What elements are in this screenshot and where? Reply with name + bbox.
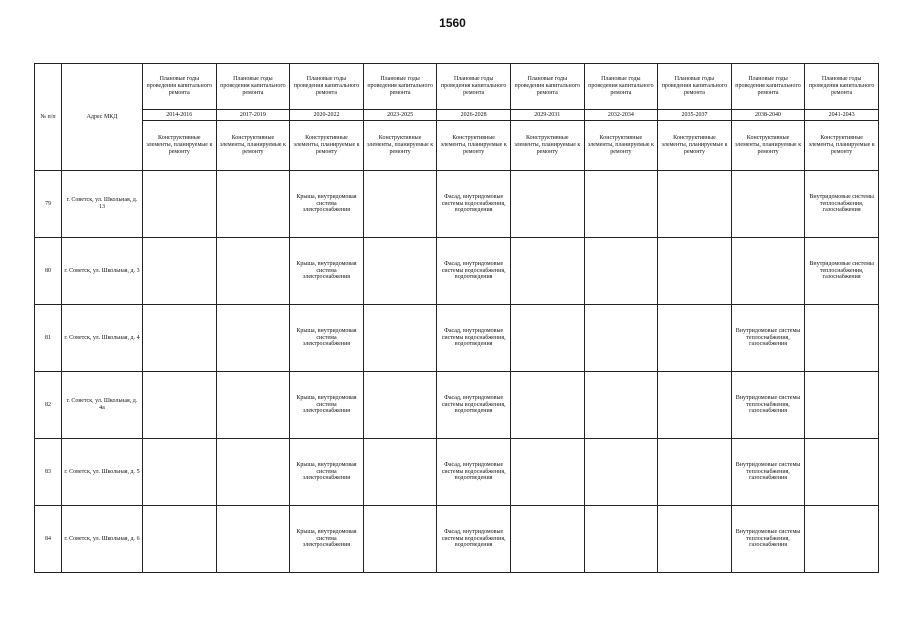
element-column-header: Конструктивные элементы, планируемые к ремонту — [363, 121, 437, 171]
work-cell — [143, 171, 217, 238]
work-cell — [510, 238, 584, 305]
work-cell — [143, 372, 217, 439]
period-years-header: 2017-2019 — [216, 110, 290, 121]
row-number: 84 — [35, 506, 62, 573]
work-cell: Фасад, внутридомовые системы водоснабжения, водоотведения — [437, 372, 511, 439]
element-column-header: Конструктивные элементы, планируемые к ремонту — [510, 121, 584, 171]
work-cell: Крыша, внутридомовая система электроснабжения — [290, 171, 364, 238]
work-cell — [363, 372, 437, 439]
work-cell — [658, 238, 732, 305]
work-cell: Внутридомовые системы теплоснабжения, газоснабжения — [731, 506, 805, 573]
work-cell — [584, 439, 658, 506]
element-column-header: Конструктивные элементы, планируемые к ремонту — [658, 121, 732, 171]
work-cell — [731, 238, 805, 305]
table-row — [35, 439, 879, 506]
period-years-header: 2020-2022 — [290, 110, 364, 121]
work-cell — [143, 439, 217, 506]
work-cell: Внутридомовые системы теплоснабжения, газоснабжения — [731, 372, 805, 439]
work-cell: Фасад, внутридомовые системы водоснабжения, водоотведения — [437, 171, 511, 238]
period-title-header: Плановые годы проведения капитального ремонта — [437, 64, 511, 110]
work-cell — [216, 506, 290, 573]
table-row — [35, 506, 879, 573]
work-cell — [731, 171, 805, 238]
work-cell: Внутридомовые системы теплоснабжения, газоснабжения — [805, 171, 879, 238]
row-number: 82 — [35, 372, 62, 439]
page-number: 1560 — [439, 16, 466, 30]
address-cell: г. Советск, ул. Школьная, д. 5 — [62, 439, 143, 506]
work-cell: Крыша, внутридомовая система электроснабжения — [290, 439, 364, 506]
period-years-header: 2041-2043 — [805, 110, 879, 121]
work-cell — [216, 305, 290, 372]
period-years-header: 2029-2031 — [510, 110, 584, 121]
work-cell — [363, 506, 437, 573]
work-cell — [216, 372, 290, 439]
element-column-header: Конструктивные элементы, планируемые к ремонту — [805, 121, 879, 171]
work-cell: Фасад, внутридомовые системы водоснабжения, водоотведения — [437, 439, 511, 506]
period-years-header: 2032-2034 — [584, 110, 658, 121]
element-column-header: Конструктивные элементы, планируемые к ремонту — [143, 121, 217, 171]
table-row — [35, 238, 879, 305]
num-column-header: № п/п — [35, 64, 62, 171]
row-number: 79 — [35, 171, 62, 238]
period-title-header: Плановые годы проведения капитального ремонта — [805, 64, 879, 110]
work-cell — [805, 506, 879, 573]
work-cell: Фасад, внутридомовые системы водоснабжения, водоотведения — [437, 506, 511, 573]
period-title-header: Плановые годы проведения капитального ремонта — [584, 64, 658, 110]
period-title-header: Плановые годы проведения капитального ремонта — [290, 64, 364, 110]
header-row-elements — [35, 121, 879, 171]
table-row — [35, 305, 879, 372]
work-cell: Крыша, внутридомовая система электроснабжения — [290, 305, 364, 372]
period-title-header: Плановые годы проведения капитального ремонта — [363, 64, 437, 110]
period-years-header: 2014-2016 — [143, 110, 217, 121]
row-number: 81 — [35, 305, 62, 372]
work-cell — [510, 305, 584, 372]
address-cell: г. Советск, ул. Школьная, д. 6 — [62, 506, 143, 573]
work-cell — [805, 372, 879, 439]
work-cell: Внутридомовые системы теплоснабжения, газоснабжения — [731, 305, 805, 372]
period-title-header: Плановые годы проведения капитального ремонта — [731, 64, 805, 110]
element-column-header: Конструктивные элементы, планируемые к ремонту — [584, 121, 658, 171]
work-cell — [363, 439, 437, 506]
element-column-header: Конструктивные элементы, планируемые к ремонту — [437, 121, 511, 171]
work-cell: Внутридомовые системы теплоснабжения, газоснабжения — [731, 439, 805, 506]
work-cell — [584, 171, 658, 238]
work-cell — [510, 171, 584, 238]
table-body — [35, 171, 879, 573]
work-cell — [658, 171, 732, 238]
address-column-header: Адрес МКД — [62, 64, 143, 171]
period-years-header: 2035-2037 — [658, 110, 732, 121]
work-cell — [658, 439, 732, 506]
header-row-years — [35, 110, 879, 121]
table-row — [35, 372, 879, 439]
work-cell — [584, 372, 658, 439]
work-cell — [143, 305, 217, 372]
element-column-header: Конструктивные элементы, планируемые к ремонту — [290, 121, 364, 171]
period-title-header: Плановые годы проведения капитального ремонта — [510, 64, 584, 110]
work-cell — [584, 238, 658, 305]
work-cell — [658, 506, 732, 573]
period-years-header: 2038-2040 — [731, 110, 805, 121]
table-row — [35, 171, 879, 238]
address-cell: г. Советск, ул. Школьная, д. 4а — [62, 372, 143, 439]
work-cell: Фасад, внутридомовые системы водоснабжения, водоотведения — [437, 305, 511, 372]
work-cell: Крыша, внутридомовая система электроснабжения — [290, 506, 364, 573]
work-cell: Крыша, внутридомовая система электроснабжения — [290, 372, 364, 439]
work-cell — [216, 238, 290, 305]
work-cell — [510, 372, 584, 439]
address-cell: г. Советск, ул. Школьная, д. 13 — [62, 171, 143, 238]
element-column-header: Конструктивные элементы, планируемые к ремонту — [216, 121, 290, 171]
table-header — [35, 64, 879, 171]
work-cell — [143, 506, 217, 573]
capital-repair-schedule-table — [34, 63, 879, 573]
work-cell — [216, 439, 290, 506]
work-cell — [658, 372, 732, 439]
period-title-header: Плановые годы проведения капитального ремонта — [658, 64, 732, 110]
work-cell — [584, 305, 658, 372]
row-number: 83 — [35, 439, 62, 506]
work-cell — [658, 305, 732, 372]
work-cell — [805, 439, 879, 506]
address-cell: г. Советск, ул. Школьная, д. 3 — [62, 238, 143, 305]
period-years-header: 2023-2025 — [363, 110, 437, 121]
period-years-header: 2026-2028 — [437, 110, 511, 121]
element-column-header: Конструктивные элементы, планируемые к ремонту — [731, 121, 805, 171]
work-cell: Фасад, внутридомовые системы водоснабжения, водоотведения — [437, 238, 511, 305]
address-cell: г. Советск, ул. Школьная, д. 4 — [62, 305, 143, 372]
work-cell — [510, 439, 584, 506]
period-title-header: Плановые годы проведения капитального ремонта — [216, 64, 290, 110]
work-cell — [363, 238, 437, 305]
work-cell — [363, 305, 437, 372]
row-number: 80 — [35, 238, 62, 305]
work-cell — [584, 506, 658, 573]
work-cell: Внутридомовые системы теплоснабжения, газоснабжения — [805, 238, 879, 305]
work-cell — [510, 506, 584, 573]
work-cell — [805, 305, 879, 372]
work-cell — [143, 238, 217, 305]
work-cell — [363, 171, 437, 238]
period-title-header: Плановые годы проведения капитального ремонта — [143, 64, 217, 110]
work-cell — [216, 171, 290, 238]
header-row-period-titles — [35, 64, 879, 110]
work-cell: Крыша, внутридомовая система электроснабжения — [290, 238, 364, 305]
